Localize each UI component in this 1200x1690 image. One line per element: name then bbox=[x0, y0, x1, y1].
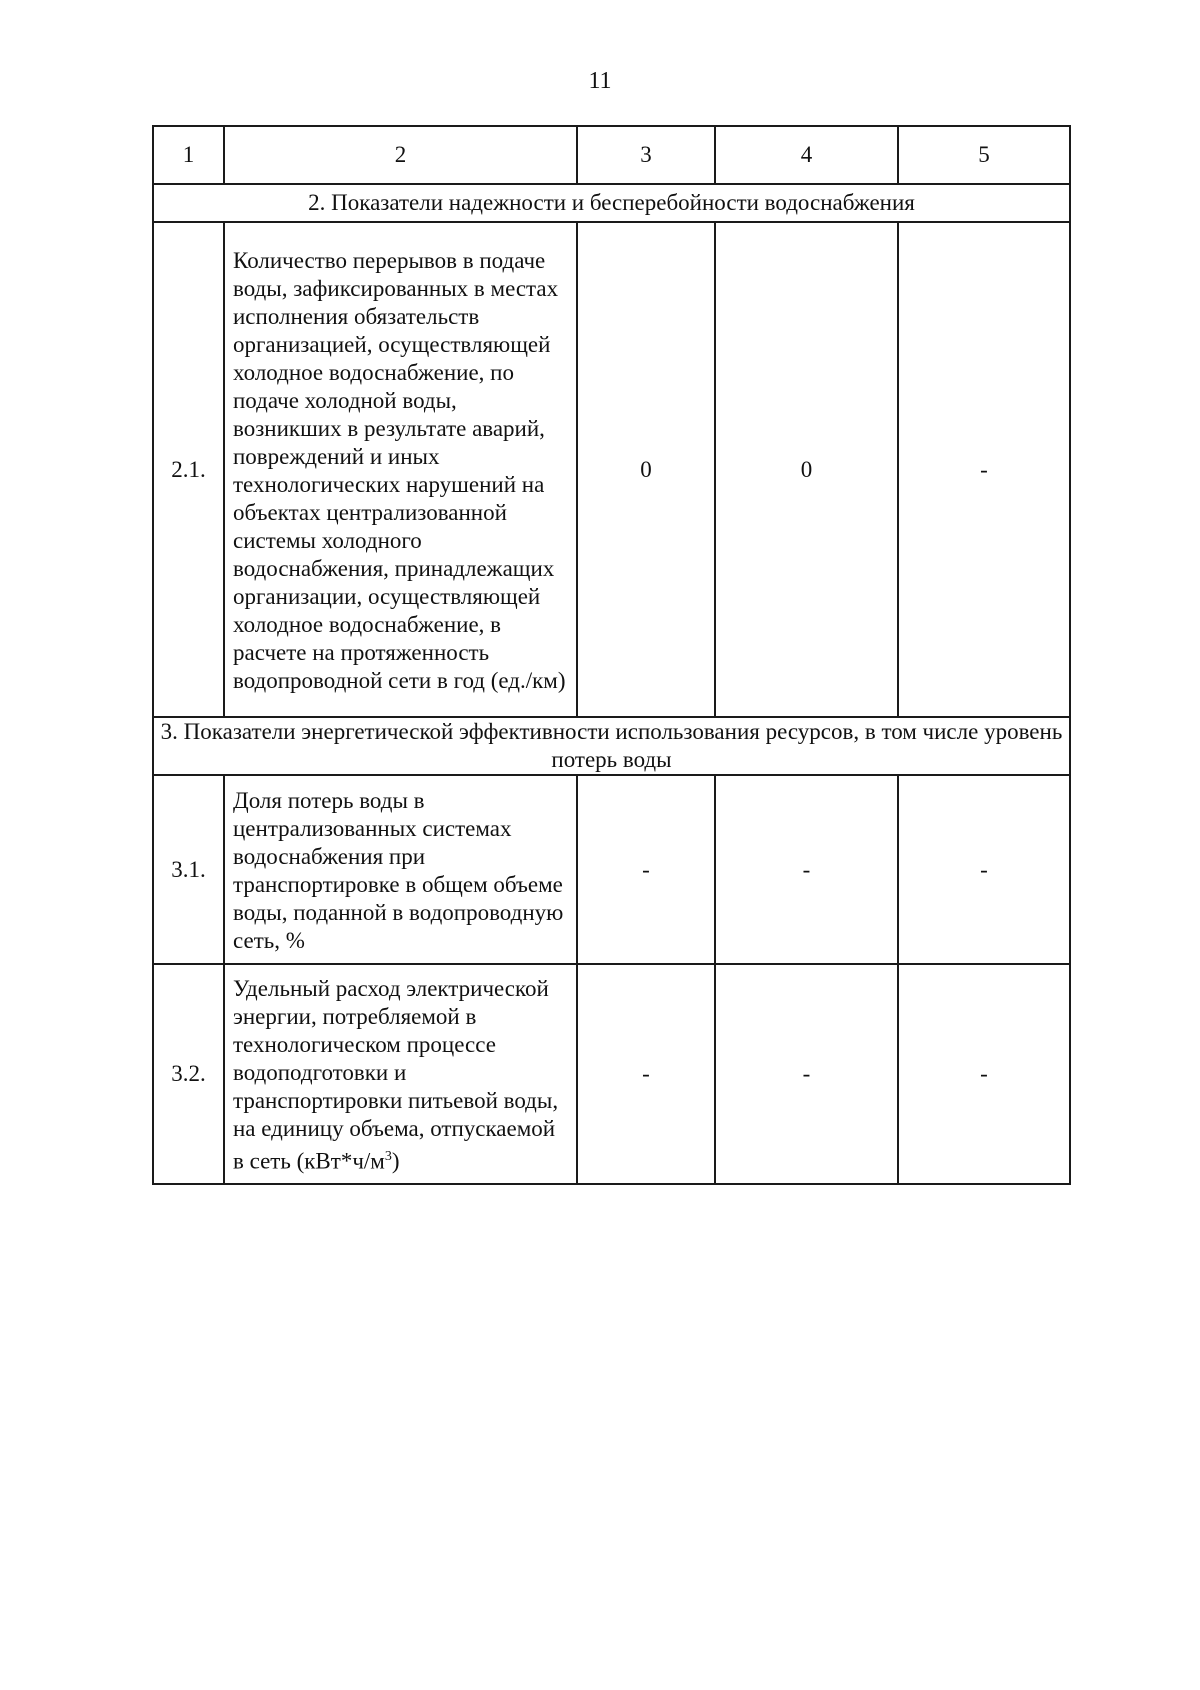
row-description-text: Удельный расход электрической энергии, потребляемой в технологическом процессе водоподготовки и транспортировки питьевой воды, на единицу объема, отпускаемой в сеть (кВт*ч/м bbox=[233, 975, 559, 1174]
section-3-header-row bbox=[153, 717, 1070, 775]
column-header-2: 2 bbox=[224, 126, 577, 184]
row-value-col3: - bbox=[577, 964, 715, 1184]
row-value-col5: - bbox=[898, 775, 1070, 964]
table-row bbox=[153, 964, 1070, 1184]
row-value-col5: - bbox=[898, 964, 1070, 1184]
unit-superscript: 3 bbox=[384, 1148, 392, 1164]
section-3-title: 3. Показатели энергетической эффективности использования ресурсов, в том числе уровень потерь воды bbox=[153, 717, 1070, 775]
row-number: 2.1. bbox=[153, 222, 224, 717]
column-header-5: 5 bbox=[898, 126, 1070, 184]
column-header-3: 3 bbox=[577, 126, 715, 184]
row-description: Количество перерывов в подаче воды, зафиксированных в местах исполнения обязательств организацией, осуществляющей холодное водоснабжение, по подаче холодной воды, возникших в результате аварий, повреждений и иных технологических нарушений на объектах централизованной системы холодного водоснабжения, принадлежащих организации, осуществляющей холодное водоснабжение, в расчете на протяженность водопроводной сети в год (ед./км) bbox=[224, 222, 577, 717]
row-number: 3.2. bbox=[153, 964, 224, 1184]
table-row bbox=[153, 222, 1070, 717]
row-description-end: ) bbox=[391, 1148, 400, 1174]
column-header-1: 1 bbox=[153, 126, 224, 184]
row-value-col4: - bbox=[715, 964, 898, 1184]
table-row bbox=[153, 775, 1070, 964]
row-value-col3: 0 bbox=[577, 222, 715, 717]
row-number: 3.1. bbox=[153, 775, 224, 964]
section-2-title: 2. Показатели надежности и бесперебойности водоснабжения bbox=[153, 184, 1070, 222]
row-value-col4: 0 bbox=[715, 222, 898, 717]
section-2-header-row bbox=[153, 184, 1070, 222]
row-value-col4: - bbox=[715, 775, 898, 964]
row-value-col3: - bbox=[577, 775, 715, 964]
row-description bbox=[224, 964, 577, 1184]
row-value-col5: - bbox=[898, 222, 1070, 717]
column-header-row bbox=[153, 126, 1070, 184]
column-header-4: 4 bbox=[715, 126, 898, 184]
indicators-table bbox=[152, 125, 1071, 1185]
page-number: 11 bbox=[588, 68, 612, 94]
row-description: Доля потерь воды в централизованных системах водоснабжения при транспортировке в общем объеме воды, поданной в водопроводную сеть, % bbox=[224, 775, 577, 964]
